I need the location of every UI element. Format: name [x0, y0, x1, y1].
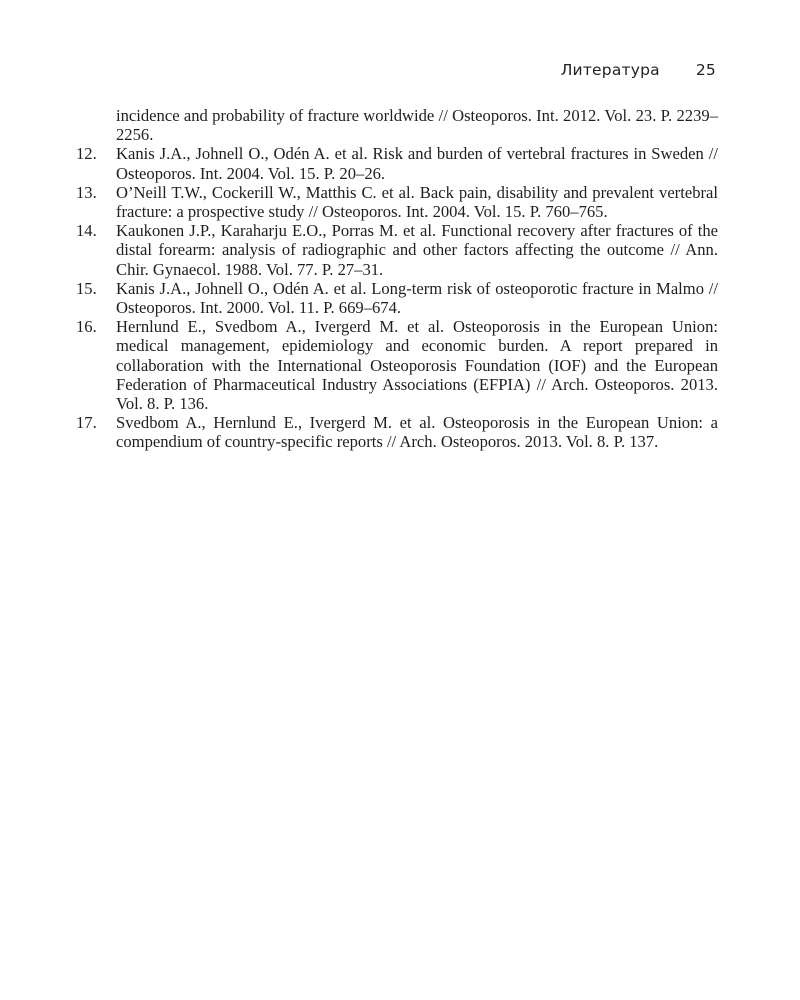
reference-text: O’Neill T.W., Cockerill W., Matthis C. et al. Back pain, disability and prevalent vertebral fracture: a prospective study // Osteoporos. Int. 2004. Vol. 15. P. 760–765. [116, 182, 718, 222]
reference-item [76, 279, 718, 317]
running-head [561, 61, 716, 79]
section-title: Литература [560, 61, 660, 79]
reference-number: 17. [76, 413, 97, 433]
reference-continuation [76, 106, 718, 144]
reference-text: Svedbom A., Hernlund E., Ivergerd M. et al. Osteoporosis in the European Union: a compendium of country-specific reports // Arch. Osteoporos. 2013. Vol. 8. P. 137. [116, 413, 718, 452]
reference-item [76, 183, 718, 221]
reference-text: Hernlund E., Svedbom A., Ivergerd M. et al. Osteoporosis in the European Union: medical management, epidemiology and economic burden. A report prepared in collaboration with the International Osteoporosis Foundation (IOF) and the European Federation of Pharmaceutical Industry Associations (EFPIA) // Arch. Osteoporos. 2013. Vol. 8. P. 136. [116, 317, 718, 414]
reference-number: 13. [76, 182, 97, 202]
reference-text: incidence and probability of fracture worldwide // Osteoporos. Int. 2012. Vol. 23. P. 2239–2256. [116, 106, 718, 145]
reference-number: 12. [76, 144, 97, 164]
reference-item [76, 317, 718, 413]
reference-number: 15. [76, 278, 97, 298]
reference-item [76, 413, 718, 451]
reference-list [76, 106, 718, 452]
reference-item [76, 221, 718, 279]
reference-number: 16. [76, 317, 97, 337]
reference-text: Kanis J.A., Johnell O., Odén A. et al. Long-term risk of osteoporotic fracture in Malmo // Osteoporos. Int. 2000. Vol. 11. P. 669–674. [116, 278, 718, 318]
page-number: 25 [695, 61, 716, 79]
reference-number: 14. [76, 221, 97, 241]
reference-text: Kanis J.A., Johnell O., Odén A. et al. Risk and burden of vertebral fractures in Sweden // Osteoporos. Int. 2004. Vol. 15. P. 20–26. [116, 144, 718, 183]
reference-text: Kaukonen J.P., Karaharju E.O., Porras M. et al. Functional recovery after fractures of the distal forearm: analysis of radiographic and other factors affecting the outcome // Ann. Chir. Gynaecol. 1988. Vol. 77. P. 27–31. [116, 221, 718, 279]
reference-item [76, 144, 718, 182]
